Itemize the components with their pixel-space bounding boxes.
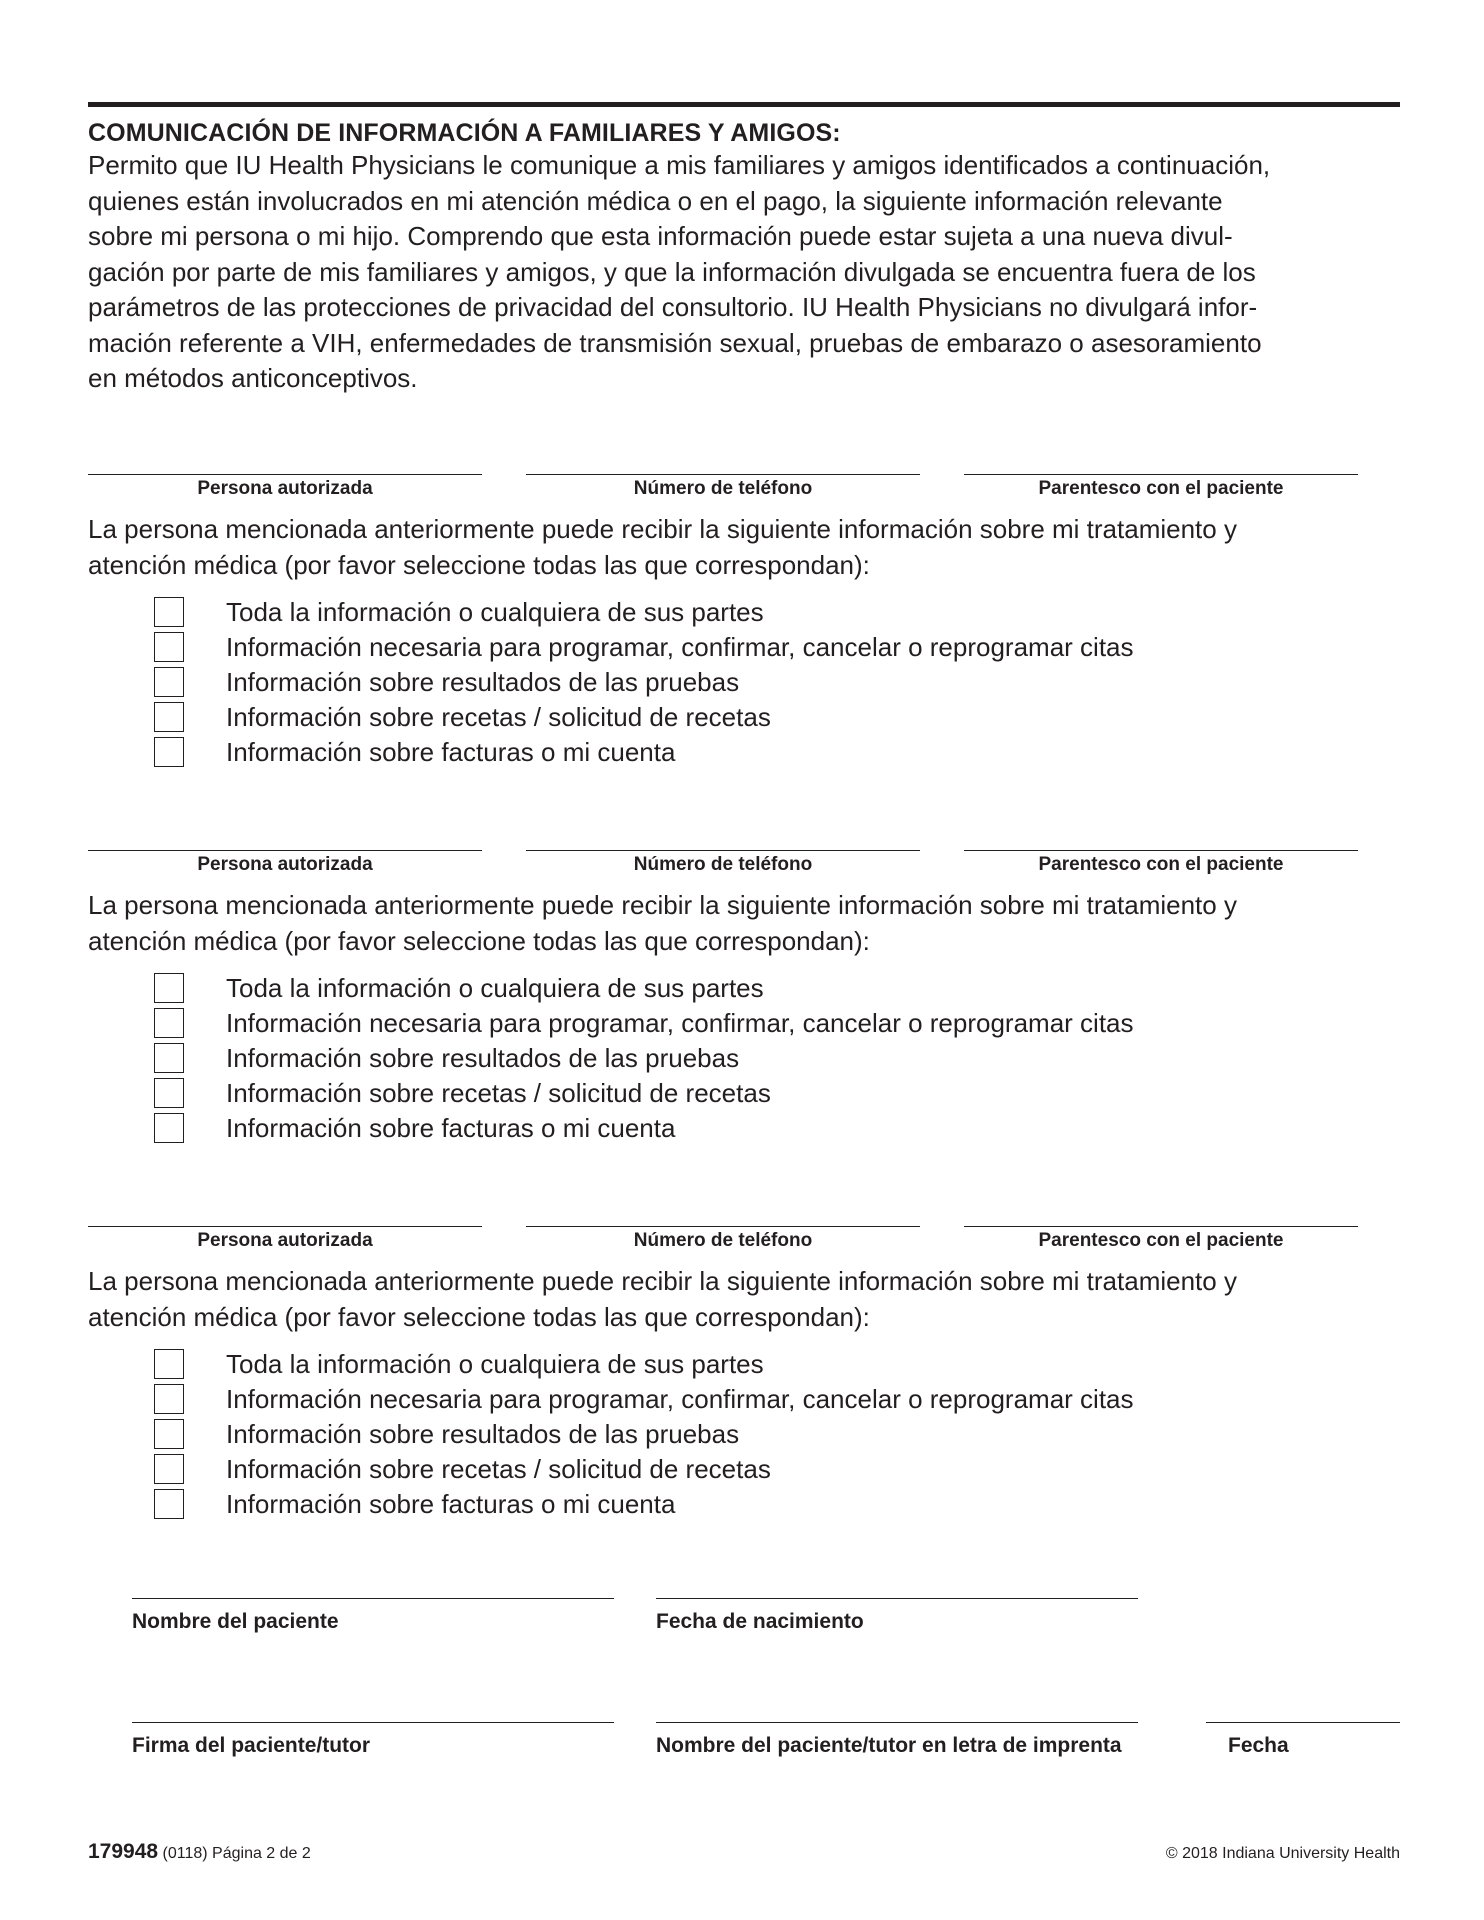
paragraph-line: en métodos anticonceptivos.: [88, 363, 418, 393]
date-of-birth-field[interactable]: [656, 1598, 1138, 1635]
checkbox[interactable]: [154, 597, 184, 627]
option-label: Información sobre facturas o mi cuenta: [226, 1113, 676, 1143]
paragraph-line: quienes están involucrados en mi atención médica o en el pago, la siguiente información relevante: [88, 185, 1223, 216]
option-appointments[interactable]: [154, 1006, 1408, 1041]
signature-field[interactable]: [132, 1722, 614, 1759]
field-label: Número de teléfono: [633, 854, 813, 875]
option-appointments[interactable]: [154, 630, 1408, 665]
option-label: Información sobre facturas o mi cuenta: [226, 737, 676, 767]
instruction-line: La persona mencionada anteriormente puede recibir la siguiente información sobre mi tratamiento y: [88, 1266, 1237, 1296]
field-label: Fecha: [1228, 1734, 1289, 1757]
option-label: Toda la información o cualquiera de sus partes: [226, 973, 764, 1003]
signature-date-field[interactable]: [1206, 1722, 1400, 1759]
authorized-person-fields: [88, 474, 1408, 512]
field-label: Firma del paciente/tutor: [132, 1734, 371, 1757]
disclosure-paragraph: [88, 148, 1408, 397]
field-label: Persona autorizada: [197, 478, 373, 499]
field-label: Parentesco con el paciente: [1038, 854, 1284, 875]
checkbox[interactable]: [154, 973, 184, 1003]
checkbox[interactable]: [154, 1113, 184, 1143]
option-billing[interactable]: [154, 1111, 1408, 1146]
instruction-text: [88, 512, 1408, 583]
option-test-results[interactable]: [154, 1417, 1408, 1452]
info-options-list: [88, 1347, 1408, 1522]
authorized-person-name-field[interactable]: [88, 1226, 482, 1252]
option-all-info[interactable]: [154, 971, 1408, 1006]
option-prescriptions[interactable]: [154, 1076, 1408, 1111]
option-test-results[interactable]: [154, 1041, 1408, 1076]
disclosure-section: [88, 118, 1408, 397]
checkbox[interactable]: [154, 1349, 184, 1379]
option-label: Información sobre recetas / solicitud de recetas: [226, 1454, 771, 1484]
checkbox[interactable]: [154, 667, 184, 697]
printed-name-field[interactable]: [656, 1722, 1138, 1759]
instruction-line: La persona mencionada anteriormente puede recibir la siguiente información sobre mi tratamiento y: [88, 890, 1237, 920]
option-label: Información sobre facturas o mi cuenta: [226, 1489, 676, 1519]
field-label: Fecha de nacimiento: [656, 1610, 864, 1633]
info-options-list: [88, 971, 1408, 1146]
checkbox[interactable]: [154, 1384, 184, 1414]
checkbox[interactable]: [154, 737, 184, 767]
authorized-person-fields: [88, 850, 1408, 888]
option-billing[interactable]: [154, 1487, 1408, 1522]
authorized-person-name-field[interactable]: [88, 474, 482, 500]
instruction-text: [88, 888, 1408, 959]
authorized-person-block-2: [88, 850, 1408, 1146]
checkbox[interactable]: [154, 1454, 184, 1484]
paragraph-line: parámetros de las protecciones de privacidad del consultorio. IU Health Physicians no divulgará infor-: [88, 292, 1258, 322]
field-label: Parentesco con el paciente: [1038, 478, 1284, 499]
checkbox[interactable]: [154, 1489, 184, 1519]
field-label: Número de teléfono: [633, 1230, 813, 1251]
copyright: © 2018 Indiana University Health: [1165, 1845, 1400, 1862]
option-all-info[interactable]: [154, 595, 1408, 630]
authorized-person-name-field[interactable]: [88, 850, 482, 876]
authorized-person-fields: [88, 1226, 1408, 1264]
option-appointments[interactable]: [154, 1382, 1408, 1417]
option-label: Toda la información o cualquiera de sus partes: [226, 597, 764, 627]
option-label: Toda la información o cualquiera de sus partes: [226, 1349, 764, 1379]
checkbox[interactable]: [154, 702, 184, 732]
option-prescriptions[interactable]: [154, 700, 1408, 735]
paragraph-line: mación referente a VIH, enfermedades de transmisión sexual, pruebas de embarazo o asesoramiento: [88, 327, 1262, 358]
instruction-line: atención médica (por favor seleccione todas las que correspondan):: [88, 549, 870, 580]
top-rule: [88, 102, 1400, 107]
form-footer-id: [88, 1840, 311, 1864]
option-label: Información necesaria para programar, confirmar, cancelar o reprogramar citas: [226, 632, 1134, 662]
relationship-field[interactable]: [964, 1226, 1358, 1252]
instruction-line: atención médica (por favor seleccione todas las que correspondan):: [88, 925, 870, 956]
checkbox[interactable]: [154, 1419, 184, 1449]
patient-name-field[interactable]: [132, 1598, 614, 1635]
authorized-person-block-3: [88, 1226, 1408, 1522]
field-label: Nombre del paciente: [132, 1610, 339, 1633]
option-label: Información sobre recetas / solicitud de recetas: [226, 1078, 771, 1108]
field-label: Nombre del paciente/tutor en letra de imprenta: [656, 1734, 1122, 1757]
paragraph-line: Permito que IU Health Physicians le comunique a mis familiares y amigos identificados a continuación,: [88, 150, 1271, 180]
info-options-list: [88, 595, 1408, 770]
paragraph-line: sobre mi persona o mi hijo. Comprendo que esta información puede estar sujeta a una nueva divul-: [88, 221, 1233, 251]
option-all-info[interactable]: [154, 1347, 1408, 1382]
checkbox[interactable]: [154, 1008, 184, 1038]
field-label: Persona autorizada: [197, 1230, 373, 1251]
form-meta: (0118) Página 2 de 2: [162, 1845, 311, 1862]
phone-number-field[interactable]: [526, 850, 920, 876]
phone-number-field[interactable]: [526, 1226, 920, 1252]
field-label: Parentesco con el paciente: [1038, 1230, 1284, 1251]
option-label: Información sobre resultados de las pruebas: [226, 1043, 740, 1073]
field-label: Persona autorizada: [197, 854, 373, 875]
paragraph-line: gación por parte de mis familiares y amigos, y que la información divulgada se encuentra fuera de los: [88, 256, 1256, 287]
option-label: Información necesaria para programar, confirmar, cancelar o reprogramar citas: [226, 1008, 1134, 1038]
form-code: 179948: [88, 1840, 159, 1863]
option-prescriptions[interactable]: [154, 1452, 1408, 1487]
instruction-line: La persona mencionada anteriormente puede recibir la siguiente información sobre mi tratamiento y: [88, 514, 1237, 544]
instruction-line: atención médica (por favor seleccione todas las que correspondan):: [88, 1301, 870, 1332]
option-label: Información necesaria para programar, confirmar, cancelar o reprogramar citas: [226, 1384, 1134, 1414]
section-title: COMUNICACIÓN DE INFORMACIÓN A FAMILIARES Y AMIGOS:: [88, 119, 841, 147]
checkbox[interactable]: [154, 1043, 184, 1073]
field-label: Número de teléfono: [633, 478, 813, 499]
phone-number-field[interactable]: [526, 474, 920, 500]
option-label: Información sobre resultados de las pruebas: [226, 667, 740, 697]
checkbox[interactable]: [154, 632, 184, 662]
option-label: Información sobre resultados de las pruebas: [226, 1419, 740, 1449]
instruction-text: [88, 1264, 1408, 1335]
relationship-field[interactable]: [964, 474, 1358, 500]
option-label: Información sobre recetas / solicitud de recetas: [226, 702, 771, 732]
option-billing[interactable]: [154, 735, 1408, 770]
authorized-person-block-1: [88, 474, 1408, 770]
option-test-results[interactable]: [154, 665, 1408, 700]
relationship-field[interactable]: [964, 850, 1358, 876]
checkbox[interactable]: [154, 1078, 184, 1108]
